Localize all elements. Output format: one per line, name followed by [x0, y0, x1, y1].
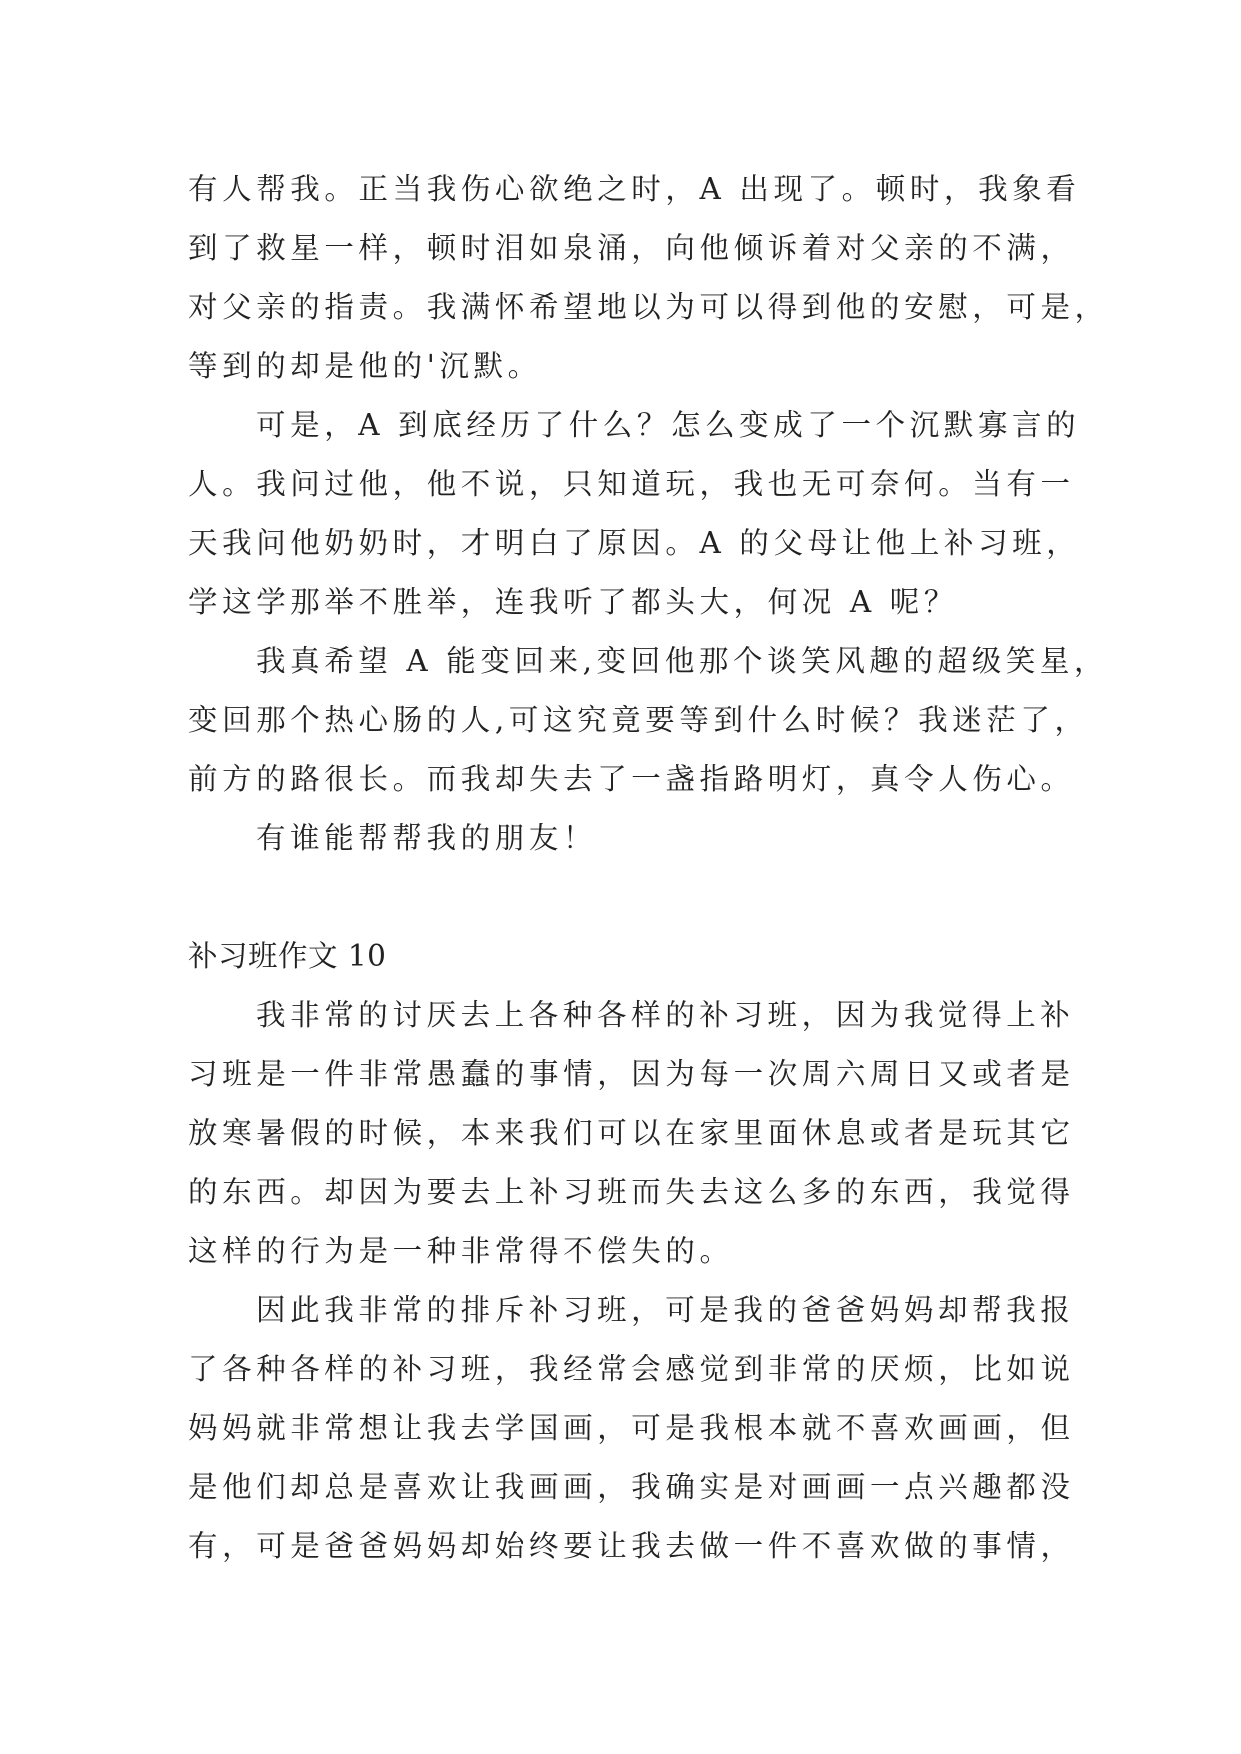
text-line: 了各种各样的补习班，我经常会感觉到非常的厌烦，比如说: [188, 1352, 1075, 1386]
paragraph-6: [188, 1281, 1075, 1576]
text-line: 习班是一件非常愚蠢的事情，因为每一次周六周日又或者是: [188, 1057, 1075, 1091]
paragraph-4: [188, 809, 1068, 868]
text-line: 有人帮我。正当我伤心欲绝之时，A 出现了。顿时，我象看: [188, 172, 1081, 206]
text-line: 这样的行为是一种非常得不偿失的。: [188, 1234, 734, 1268]
section-gap: [188, 868, 1068, 927]
text-line: 可是，A 到底经历了什么？怎么变成了一个沉默寡言的: [256, 408, 1081, 442]
paragraph-5: [188, 986, 1075, 1281]
text-line: 妈妈就非常想让我去学国画，可是我根本就不喜欢画画，但: [188, 1411, 1075, 1445]
text-line: 我非常的讨厌去上各种各样的补习班，因为我觉得上补: [256, 998, 1075, 1032]
text-line: 学这学那举不胜举，连我听了都头大，何况 A 呢？: [188, 585, 958, 619]
text-line: 因此我非常的排斥补习班，可是我的爸爸妈妈却帮我报: [256, 1293, 1075, 1327]
paragraph-3: [188, 632, 1109, 809]
text-line: 等到的却是他的'沉默。: [188, 349, 542, 383]
text-line: 的东西。却因为要去上补习班而失去这么多的东西，我觉得: [188, 1175, 1075, 1209]
text-line: 对父亲的指责。我满怀希望地以为可以得到他的安慰，可是，: [188, 290, 1109, 324]
text-line: 放寒暑假的时候，本来我们可以在家里面休息或者是玩其它: [188, 1116, 1075, 1150]
text-line: 天我问他奶奶时，才明白了原因。A 的父母让他上补习班，: [188, 526, 1081, 560]
text-line: 是他们却总是喜欢让我画画，我确实是对画画一点兴趣都没: [188, 1470, 1075, 1504]
paragraph-1: [188, 160, 1109, 396]
document-body: [188, 160, 1109, 1576]
section-title: 补习班作文 10: [188, 939, 387, 973]
text-line: 到了救星一样，顿时泪如泉涌，向他倾诉着对父亲的不满，: [188, 231, 1075, 265]
text-line: 变回那个热心肠的人,可这究竟要等到什么时候？我迷茫了，: [188, 703, 1089, 737]
paragraph-2: [188, 396, 1081, 632]
text-line: 前方的路很长。而我却失去了一盏指路明灯，真令人伤心。: [188, 762, 1075, 796]
text-line: 我真希望 A 能变回来,变回他那个谈笑风趣的超级笑星，: [256, 644, 1109, 678]
text-line: 人。我问过他，他不说，只知道玩，我也无可奈何。当有一: [188, 467, 1075, 501]
text-line: 有谁能帮帮我的朋友！: [256, 821, 598, 855]
text-line: 有，可是爸爸妈妈却始终要让我去做一件不喜欢做的事情，: [188, 1529, 1075, 1563]
